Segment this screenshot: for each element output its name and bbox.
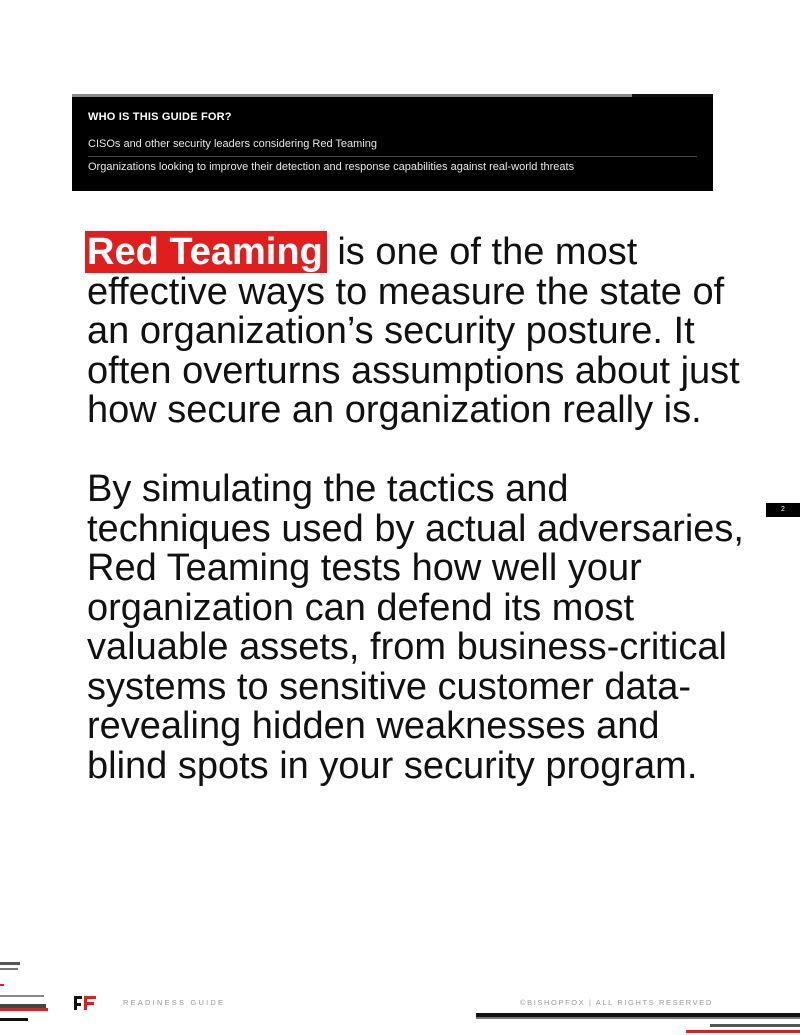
audience-item: CISOs and other security leaders considering Red Teaming <box>88 133 697 157</box>
highlighted-term: Red Teaming <box>85 231 327 273</box>
audience-box <box>72 97 713 191</box>
intro-paragraph <box>87 233 747 431</box>
main-body-text <box>87 233 747 786</box>
footer-doc-label: READINESS GUIDE <box>123 998 226 1007</box>
footer-deco-bar <box>0 984 4 986</box>
audience-item: Organizations looking to improve their detection and response capabilities against real-world threats <box>88 161 575 173</box>
intro-paragraph-text: is one of the most effective ways to measure the state of an organization’s security posture. It often overturns assumptions about just how secure an organization really is. <box>87 231 740 431</box>
footer-deco-bar <box>0 1018 28 1021</box>
footer-deco-bar <box>0 962 20 965</box>
footer-deco-bar <box>0 995 44 997</box>
footer-deco-bar <box>476 1017 800 1019</box>
audience-box-title: WHO IS THIS GUIDE FOR? <box>88 111 232 123</box>
page-number: 2 <box>766 503 800 517</box>
footer-deco-bar <box>710 1024 800 1027</box>
bishopfox-logo <box>72 994 98 1012</box>
footer-deco-bar <box>0 1008 48 1011</box>
footer-copyright: ©BISHOPFOX | ALL RIGHTS RESERVED <box>520 998 713 1007</box>
second-paragraph: By simulating the tactics and techniques used by actual adversaries, Red Teaming tests how well your organization can defend its most valuable assets, from business-critical systems to sensitive customer data-revealing hidden weaknesses and blind spots in your security program. <box>87 468 744 787</box>
footer-deco-bar <box>0 968 18 970</box>
footer-deco-bar <box>686 1030 800 1033</box>
